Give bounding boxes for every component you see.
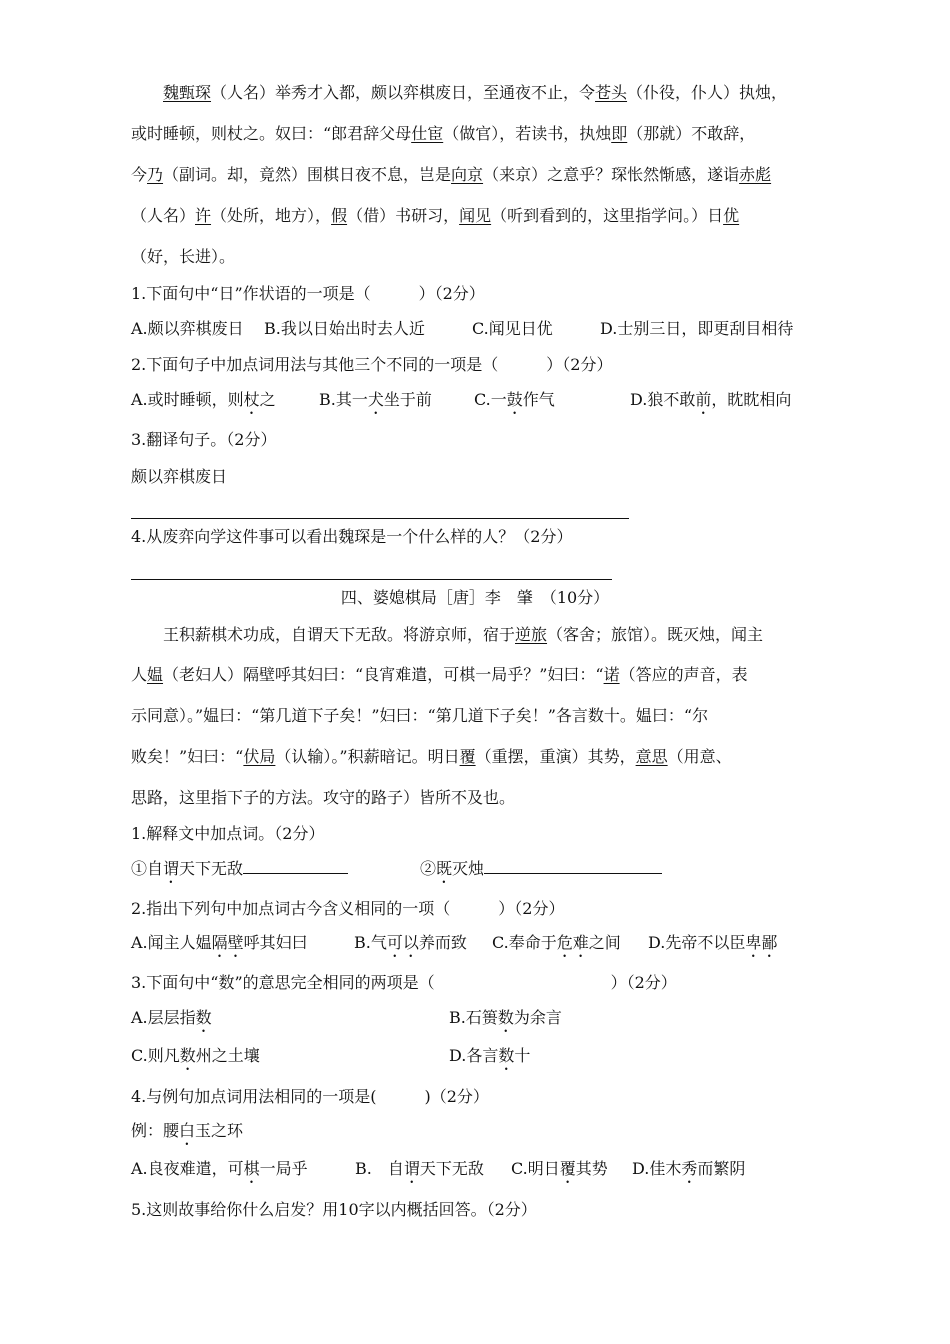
text-run: D.先帝不以臣 [648,933,746,952]
q4-4-example [131,1121,860,1149]
text-run: B.气 [354,933,387,952]
annotated-term: 覆 [459,747,476,766]
q4-4-option-d[interactable] [632,1159,745,1187]
annotated-term: 媪 [147,665,164,684]
annotated-term: 闻见 [459,206,492,225]
text-run: B.石篑 [449,1008,498,1027]
dotted-word: 谓 [403,1159,420,1178]
text-run: 养而致 [418,933,467,952]
q3-1-stem: 1.下面句中“日”作状语的一项是（ ）（2分） [131,284,485,303]
dotted-word: 数 [498,1046,515,1065]
q4-1-stem: 1.解释文中加点词。（2分） [131,824,325,843]
q3-4-answer-line[interactable] [131,579,612,580]
annotated-term: 逆旅 [515,625,548,644]
text-run: （来京）之意乎？琛怅然惭感，遂诣 [483,165,740,184]
text-run: B. 自 [355,1159,404,1178]
text-run: 为余言 [513,1008,562,1027]
q4-2-stem: 2.指出下列句中加点词古今含义相同的一项（ ）（2分） [131,899,565,918]
text-run: （老妇人）隔壁呼其妇曰：“良宵难遣，可棋一局乎？”妇曰：“ [163,665,604,684]
passage3-line4 [131,206,860,226]
dotted-word: 隔壁 [211,933,244,952]
q3-1-option-d[interactable]: D.士别三日，即更刮目相待 [600,319,794,338]
q3-3-sentence: 颇以弈棋废日 [131,467,228,486]
dotted-word: 数 [195,1008,212,1027]
dotted-word: 鼓 [506,390,523,409]
text-run: C.一 [474,390,507,409]
text-run: C.明日 [511,1159,560,1178]
annotated-term: 假 [331,206,348,225]
text-run: （那就）不敢辞， [627,124,756,143]
section4-title: 四、婆媳棋局［唐］李 肇 （10分） [340,588,610,607]
q4-5-stem: 5.这则故事给你什么启发？用10字以内概括回答。（2分） [131,1200,537,1219]
text-run: 而繁阴 [697,1159,746,1178]
text-run: 州之土壤 [195,1046,260,1065]
dotted-word: 既 [436,859,453,878]
text-run: A.或时睡顿，则 [131,390,244,409]
q4-2-option-a[interactable] [131,933,308,961]
text-run: 其势 [575,1159,608,1178]
text-run: （借）书研习， [347,206,460,225]
text-run: 一局乎 [259,1159,308,1178]
dotted-word: 数 [179,1046,196,1065]
dotted-word: 危难 [556,933,589,952]
passage4-line4 [131,747,860,767]
text-run: C.则凡 [131,1046,180,1065]
q4-4-stem: 4.与例句加点词用法相同的一项是( )（2分） [131,1087,489,1106]
text-run: 天下无敌 [419,1159,484,1178]
annotated-term: 伏局 [243,747,276,766]
text-run: 玉之环 [195,1121,244,1140]
dotted-word: 覆 [559,1159,576,1178]
text-run: B.其一 [319,390,368,409]
text-run: （客舍；旅馆）。既灭烛，闻主 [547,625,764,644]
annotated-term: 优 [723,206,740,225]
annotated-term: 许 [195,206,212,225]
annotated-term: 仕宦 [411,124,444,143]
q4-2-option-d[interactable] [648,933,777,961]
annotated-term: 即 [611,124,628,143]
q4-3-stem: 3.下面句中“数”的意思完全相同的两项是（ ）（2分） [131,973,677,992]
passage4-line1 [131,625,860,645]
text-run: （认输）。”积薪暗记。明日 [275,747,460,766]
text-run: 十 [514,1046,531,1065]
q4-1-item-1 [131,859,348,887]
dotted-word: 棋 [243,1159,260,1178]
annotated-term: 赤彪 [739,165,772,184]
text-run: D.各言 [449,1046,499,1065]
text-run: （答应的声音，表 [619,665,748,684]
q3-3-answer-line[interactable] [131,518,629,519]
q3-1-option-b[interactable]: B.我以日始出时去人近 [264,319,425,338]
text-run: C.奉命于 [492,933,557,952]
q4-3-option-a[interactable] [131,1008,212,1036]
text-run: A.层层指 [131,1008,196,1027]
text-run: （好，长进）。 [131,247,236,266]
text-run: 示同意）。”媪曰：“第几道下子矣！”妇曰：“第几道下子矣！”各言数十。媪曰：“尔 [131,706,709,725]
q4-2-option-c[interactable] [492,933,621,961]
text-run: （副词。却，竟然）围棋日夜不息，岂是 [163,165,452,184]
text-run: D.佳木 [632,1159,682,1178]
passage3-line3 [131,165,860,185]
text-run: 人 [131,665,148,684]
text-run: 王积薪棋术功成，自谓天下无敌。将游京师，宿于 [163,625,516,644]
q4-3-option-b[interactable] [449,1008,562,1036]
text-run: A.良夜难遣，可 [131,1159,244,1178]
dotted-word: 卑鄙 [745,933,778,952]
text-run: 坐于前 [383,390,432,409]
dotted-word: 谓 [163,859,180,878]
annotated-term: 苍头 [595,83,628,102]
text-run: （人名） [131,206,196,225]
text-run: （做官），若读书，执烛 [443,124,612,143]
dotted-word: 杖 [243,390,260,409]
q4-1-item-1-blank[interactable] [243,859,348,874]
passage3-line1 [131,83,860,103]
text-run: ①自 [131,859,164,878]
text-run: 或时睡顿，则杖之。奴曰：“郎君辞父母 [131,124,412,143]
dotted-word: 白 [179,1121,196,1140]
text-run: （仆役，仆人）执烛， [627,83,788,102]
text-run: （处所，地方）， [211,206,332,225]
text-run: ，眈眈相向 [711,390,792,409]
text-run: 天下无敌 [179,859,244,878]
dotted-word: 前 [695,390,712,409]
passage4-line3 [131,706,860,726]
q4-3-option-d[interactable] [449,1046,530,1074]
text-run: 呼其妇曰 [243,933,308,952]
dotted-word: 可以 [386,933,419,952]
annotated-term: 魏甄琛 [163,83,212,102]
text-run: （人名）举秀才入都，颇以弈棋废日，至通夜不止，令 [211,83,596,102]
q3-2-stem: 2.下面句子中加点词用法与其他三个不同的一项是（ ）（2分） [131,355,613,374]
annotated-term: 诺 [603,665,620,684]
text-run: A.闻主人媪 [131,933,212,952]
q4-1-item-2-blank[interactable] [484,859,662,874]
dotted-word: 犬 [367,390,384,409]
annotated-term: 意思 [635,747,668,766]
dotted-word: 秀 [681,1159,698,1178]
q4-4-option-a[interactable] [131,1159,308,1187]
dotted-word: 数 [497,1008,514,1027]
q3-4-stem: 4.从废弈向学这件事可以看出魏琛是一个什么样的人？（2分） [131,527,573,546]
q4-2-option-b[interactable] [354,933,467,961]
q3-2-option-c[interactable] [474,390,555,418]
text-run: 思路，这里指下子的方法。攻守的路子）皆所不及也。 [131,788,516,807]
text-run: （用意、 [667,747,732,766]
q3-2-option-a[interactable] [131,390,276,418]
text-run: D.狼不敢 [630,390,696,409]
q4-1-item-2 [420,859,662,887]
text-run: 之间 [588,933,621,952]
q3-1-option-a[interactable]: A.颇以弈棋废日 [131,319,244,338]
q3-3-stem: 3.翻译句子。（2分） [131,430,277,449]
q3-2-option-b[interactable] [319,390,432,418]
q3-1-option-c[interactable]: C.闻见日优 [472,319,553,338]
passage4-line5 [131,788,860,808]
text-run: 今 [131,165,148,184]
text-run: 败矣！”妇曰：“ [131,747,244,766]
text-run: 作气 [522,390,555,409]
text-run: 例：腰 [131,1121,180,1140]
text-run: 之 [259,390,276,409]
q4-4-option-b[interactable] [355,1159,484,1187]
passage3-line2 [131,124,860,144]
q3-2-option-d[interactable] [630,390,791,418]
annotated-term: 乃 [147,165,164,184]
text-run: 灭烛 [452,859,485,878]
annotated-term: 向京 [451,165,484,184]
text-run: （听到看到的，这里指学问。）日 [491,206,724,225]
passage4-line2 [131,665,860,685]
passage3-line5 [131,247,860,267]
text-run: ② [420,859,437,878]
q4-3-option-c[interactable] [131,1046,260,1074]
q4-4-option-c[interactable] [511,1159,608,1187]
text-run: （重摆，重演）其势， [475,747,636,766]
